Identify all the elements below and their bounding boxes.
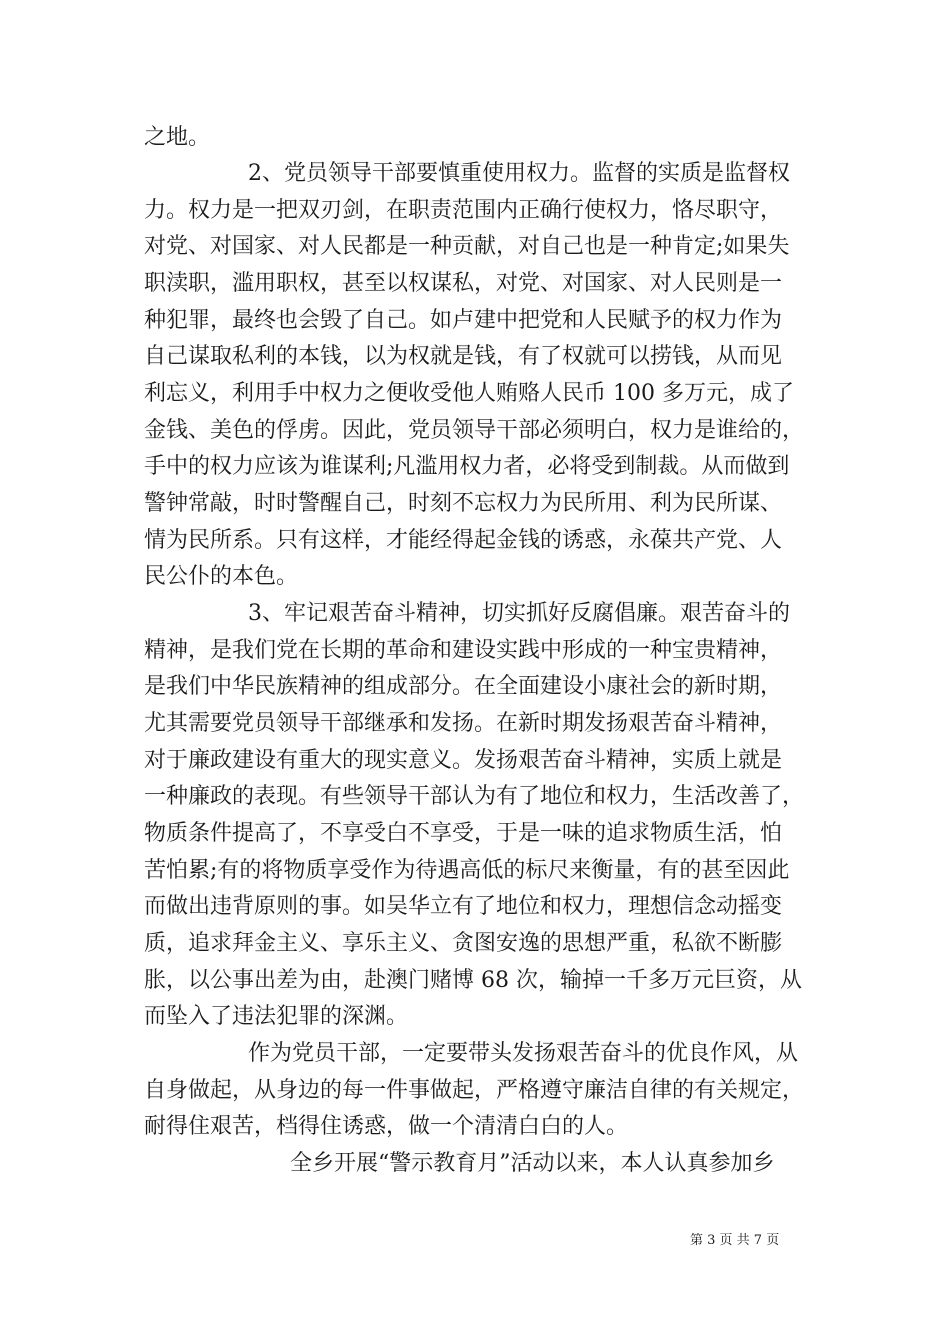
text-line: 一种廉政的表现。有些领导干部认为有了地位和权力，生活改善了，: [144, 784, 805, 809]
text-line: 苦怕累;有的将物质享受作为待遇高低的标尺来衡量，有的甚至因此: [144, 858, 790, 883]
text-line: 利忘义，利用手中权力之便收受他人贿赂人民币 100 多万元，成了: [144, 381, 794, 406]
text-line: 是我们中华民族精神的组成部分。在全面建设小康社会的新时期，: [144, 674, 783, 699]
text-line: 警钟常敲，时时警醒自己，时刻不忘权力为民所用、利为民所谋、: [144, 491, 783, 516]
text-line: 对于廉政建设有重大的现实意义。发扬艰苦奋斗精神，实质上就是: [144, 748, 783, 773]
text-line: 自己谋取私利的本钱，以为权就是钱，有了权就可以捞钱，从而见: [144, 344, 783, 369]
page-number-footer: 第 3 页 共 7 页: [690, 1233, 780, 1248]
text-line: 胀，以公事出差为由，赴澳门赌博 68 次，输掉一千多万元巨资，从: [144, 968, 802, 993]
text-line: 之地。: [144, 125, 211, 150]
text-line: 种犯罪，最终也会毁了自己。如卢建中把党和人民赋予的权力作为: [144, 308, 783, 333]
text-line: 手中的权力应该为谁谋利;凡滥用权力者，必将受到制裁。从而做到: [144, 454, 790, 479]
text-line: 精神，是我们党在长期的革命和建设实践中形成的一种宝贵精神，: [144, 638, 783, 663]
text-line: 尤其需要党员领导干部继承和发扬。在新时期发扬艰苦奋斗精神，: [144, 711, 783, 736]
text-line: 物质条件提高了，不享受白不享受，于是一味的追求物质生活，怕: [144, 821, 783, 846]
text-line: 对党、对国家、对人民都是一种贡献，对自己也是一种肯定;如果失: [144, 234, 790, 259]
text-line: 全乡开展“警示教育月”活动以来，本人认真参加乡: [290, 1151, 775, 1176]
text-line: 金钱、美色的俘虏。因此，党员领导干部必须明白，权力是谁给的，: [144, 418, 805, 443]
text-line: 2、党员领导干部要慎重使用权力。监督的实质是监督权: [248, 161, 790, 186]
text-line: 作为党员干部，一定要带头发扬艰苦奋斗的优良作风，从: [248, 1041, 799, 1066]
text-line: 情为民所系。只有这样，才能经得起金钱的诱惑，永葆共产党、人: [144, 528, 783, 553]
text-line: 力。权力是一把双刃剑，在职责范围内正确行使权力，恪尽职守，: [144, 198, 783, 223]
text-line: 质，追求拜金主义、享乐主义、贪图安逸的思想严重，私欲不断膨: [144, 931, 783, 956]
text-line: 耐得住艰苦，档得住诱惑，做一个清清白白的人。: [144, 1114, 629, 1139]
text-line: 民公仆的本色。: [144, 564, 299, 589]
text-line: 3、牢记艰苦奋斗精神，切实抓好反腐倡廉。艰苦奋斗的: [248, 601, 790, 626]
text-line: 自身做起，从身边的每一件事做起，严格遵守廉洁自律的有关规定，: [144, 1078, 805, 1103]
text-line: 职渎职，滥用职权，甚至以权谋私，对党、对国家、对人民则是一: [144, 271, 783, 296]
text-line: 而坠入了违法犯罪的深渊。: [144, 1004, 409, 1029]
text-line: 而做出违背原则的事。如吴华立有了地位和权力，理想信念动摇变: [144, 894, 783, 919]
